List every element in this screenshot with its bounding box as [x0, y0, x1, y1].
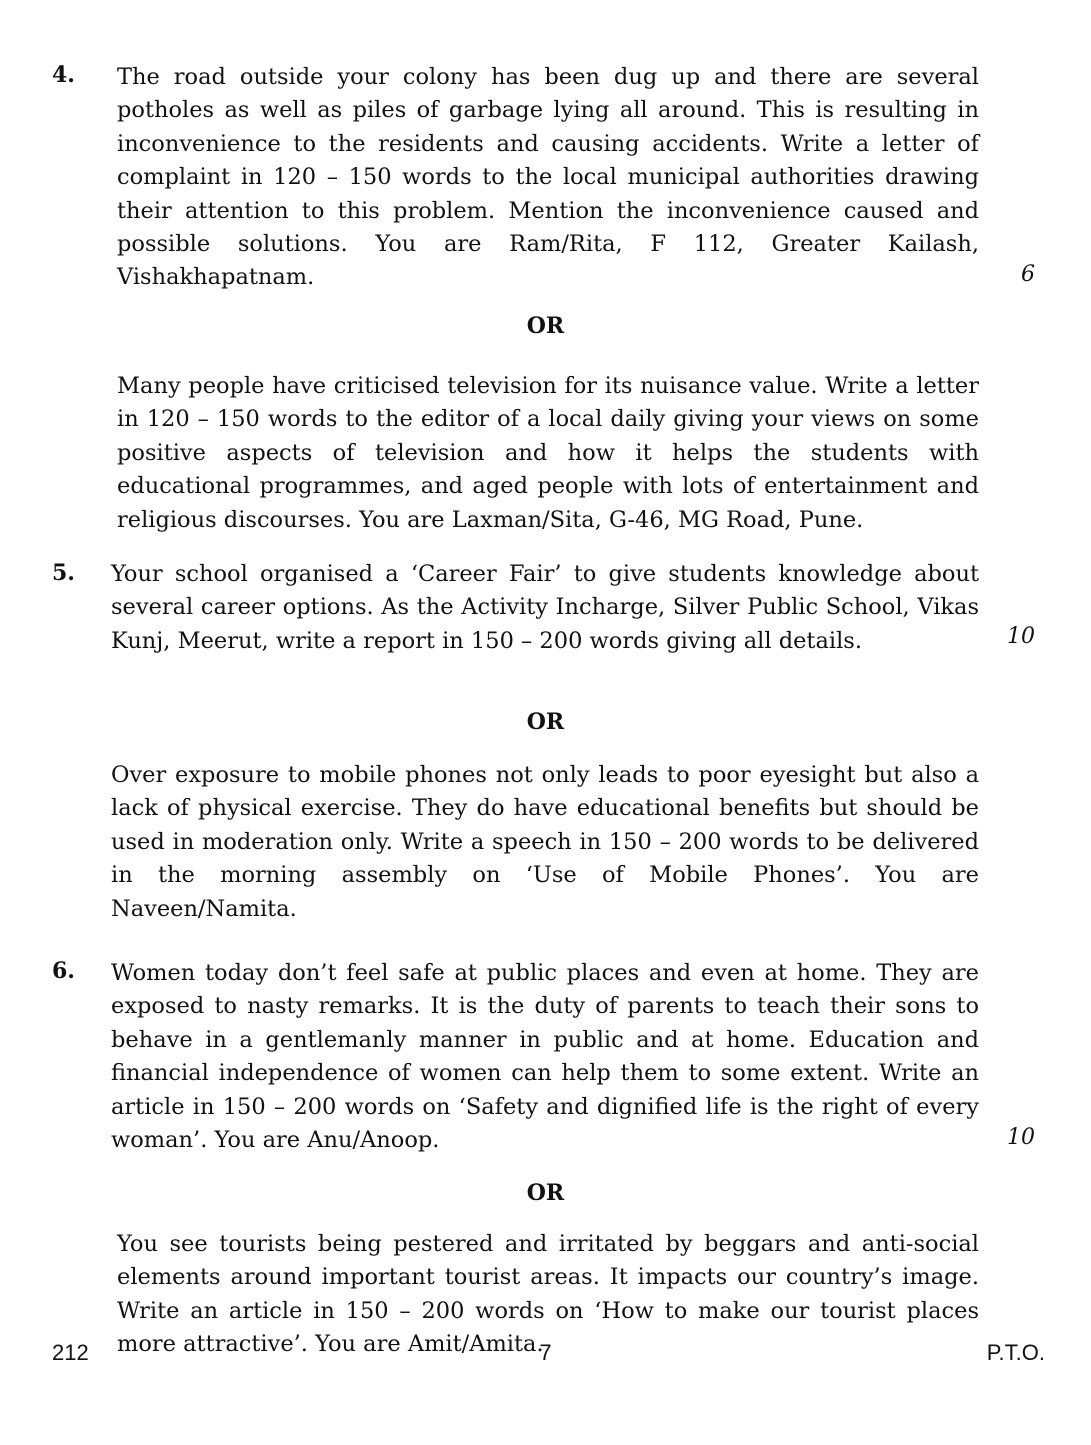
paper-code: 212 [52, 1340, 89, 1365]
page-number: 7 [539, 1340, 552, 1365]
question-text: The road outside your colony has been dug up and there are several potholes as well as piles of garbage lying all around. This is resulting in inconvenience to the residents and causing accidents. Write a letter of complaint in 120 – 150 words to the local municipal authorities drawing their attention to this problem. Mention the inconvenience caused and possible solutions. You are Ram/Rita, F 112, Greater Kailash, Vishakhapatnam. [117, 64, 979, 291]
question-text: Your school organised a ‘Career Fair’ to give students knowledge about several career options. As the Activity Incharge, Silver Public School, Vikas Kunj, Meerut, write a report in 150 – 200 words giving all details. [111, 561, 979, 654]
question-alternative-text: You see tourists being pestered and irritated by beggars and anti-social elements around important tourist areas. It impacts our country’s image. Write an article in 150 – 200 words on ‘How to make our tourist places more attractive’. You are Amit/Amita. [117, 1231, 979, 1358]
question-marks: 10 [1007, 1125, 1035, 1150]
or-divider: OR [526, 1180, 565, 1206]
question-text: Women today don’t feel safe at public places and even at home. They are exposed to nasty remarks. It is the duty of parents to teach their sons to behave in a gentlemanly manner in public and at home. Education and financial independence of women can help them to some extent. Write an article in 150 – 200 words on ‘Safety and dignified life is the right of every woman’. You are Anu/Anoop. [111, 960, 979, 1154]
or-divider: OR [526, 313, 565, 339]
question-alternative-text: Over exposure to mobile phones not only leads to poor eyesight but also a lack of physical exercise. They do have educational benefits but should be used in moderation only. Write a speech in 150 – 200 words to be delivered in the morning assembly on ‘Use of Mobile Phones’. You are Naveen/Namita. [111, 762, 979, 922]
or-divider: OR [526, 709, 565, 735]
question-number: 5. [52, 560, 75, 586]
question-number: 6. [52, 958, 75, 984]
question-marks: 10 [1007, 624, 1035, 649]
pto-label: P.T.O. [986, 1340, 1045, 1365]
question-marks: 6 [1021, 262, 1035, 287]
question-alternative-text: Many people have criticised television for its nuisance value. Write a letter in 120 – 150 words to the editor of a local daily giving your views on some positive aspects of television and how it helps the students with educational programmes, and aged people with lots of entertainment and religious discourses. You are Laxman/Sita, G-46, MG Road, Pune. [117, 373, 979, 533]
question-number: 4. [52, 62, 75, 88]
